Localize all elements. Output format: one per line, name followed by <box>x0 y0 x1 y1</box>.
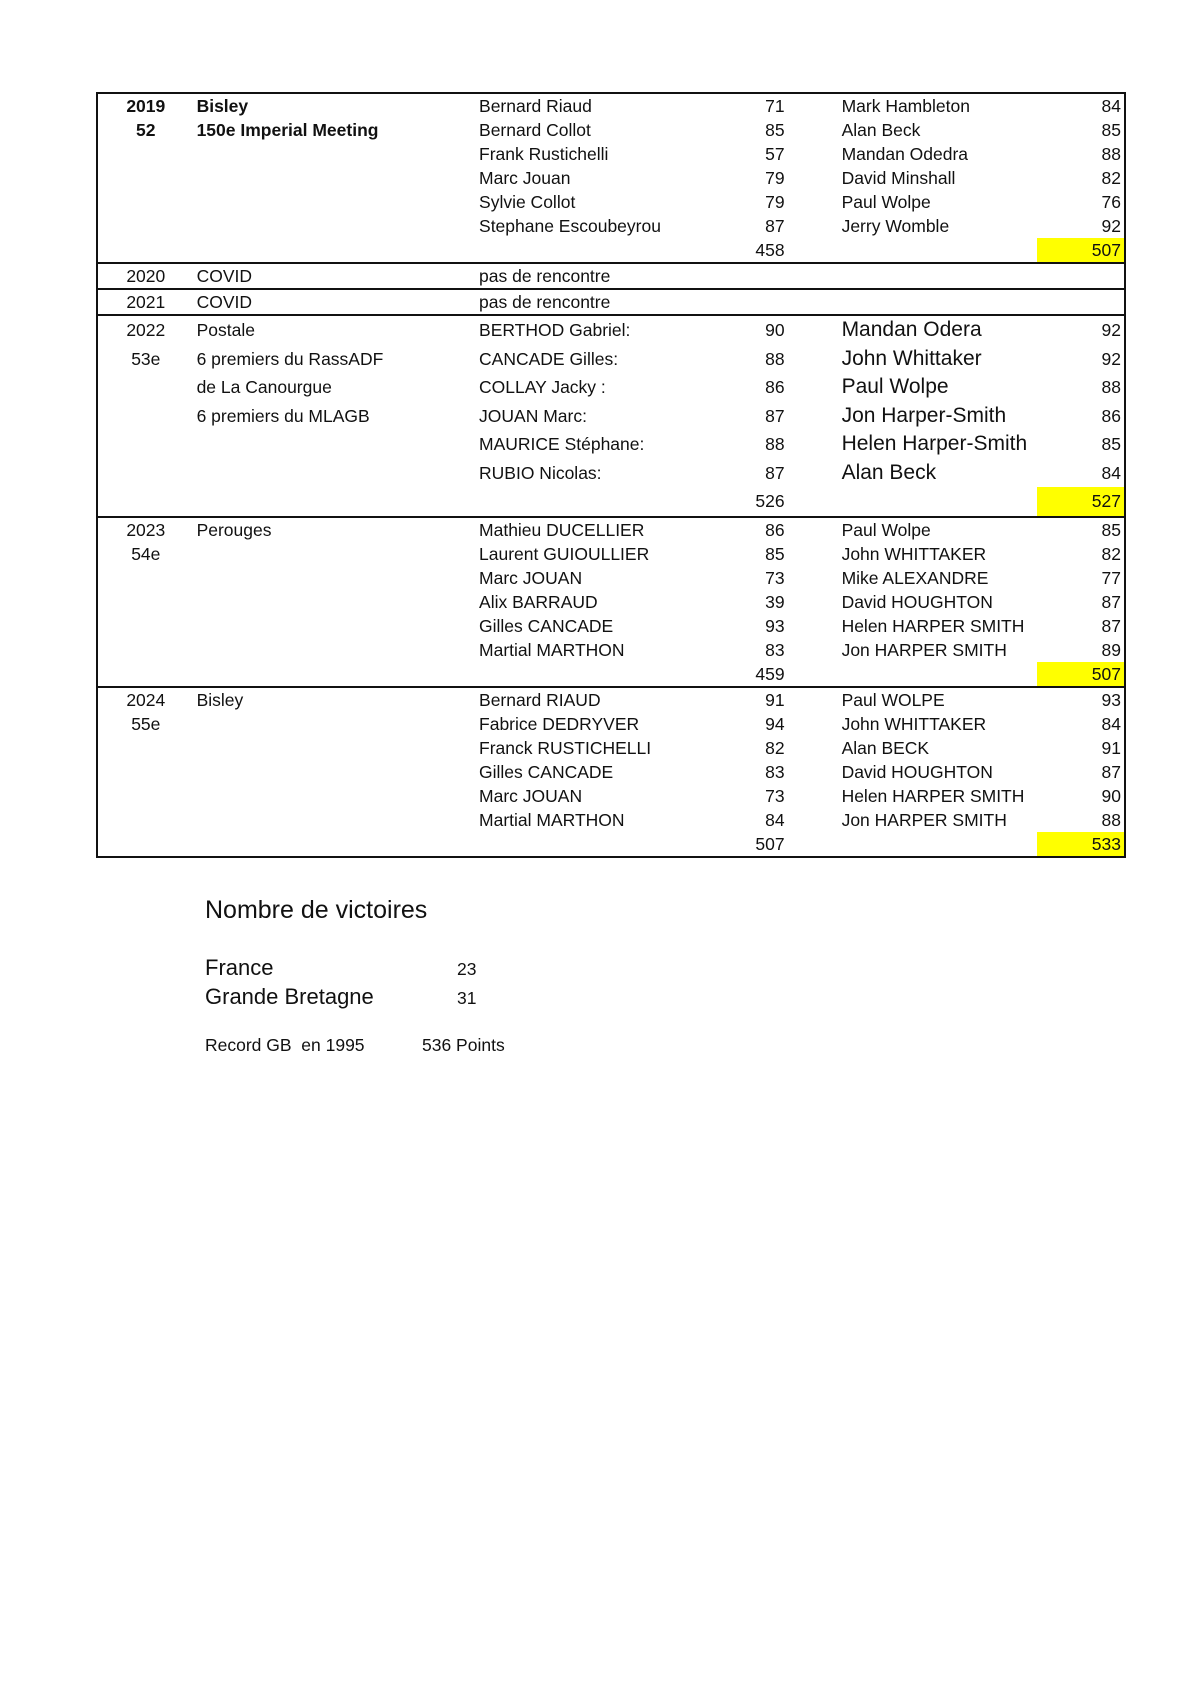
team-total-row <box>97 487 1125 517</box>
year-cell <box>97 832 194 857</box>
gb-team-total: 533 <box>1037 832 1125 857</box>
table-row <box>97 760 1125 784</box>
france-shooter-score: 87 <box>765 216 785 236</box>
year-cell: 52 <box>136 120 156 140</box>
table-row <box>97 214 1125 238</box>
france-shooter-score <box>741 289 788 315</box>
gb-shooter-score: 87 <box>1101 591 1121 612</box>
france-shooter-name <box>476 662 741 687</box>
gb-shooter-score: 84 <box>1101 713 1121 734</box>
record-line <box>205 1035 505 1056</box>
france-shooter-name: pas de rencontre <box>479 292 611 312</box>
gb-shooter-score: 88 <box>1101 377 1121 397</box>
gb-shooter-name: Paul Wolpe <box>841 375 949 398</box>
table-row <box>97 93 1125 118</box>
gb-shooter-name <box>788 662 1037 687</box>
table-row <box>97 566 1125 590</box>
table-row <box>97 142 1125 166</box>
event-cell <box>194 590 476 614</box>
table-row <box>97 190 1125 214</box>
victories-france-row <box>205 955 476 981</box>
event-cell <box>194 662 476 687</box>
gb-shooter-score <box>1037 263 1125 289</box>
event-cell <box>194 166 476 190</box>
gb-shooter-name: David Minshall <box>841 168 956 188</box>
year-cell <box>97 142 194 166</box>
france-shooter-name: COLLAY Jacky : <box>479 377 606 397</box>
france-shooter-name: Martial MARTHON <box>479 809 625 830</box>
table-row <box>97 430 1125 459</box>
year-cell: 55e <box>131 713 161 734</box>
year-cell: 2019 <box>126 96 166 116</box>
france-shooter-score: 84 <box>765 809 785 830</box>
gb-team-total: 527 <box>1037 487 1125 517</box>
france-shooter-score: 73 <box>765 567 785 588</box>
france-shooter-name: pas de rencontre <box>479 266 611 286</box>
france-shooter-score: 39 <box>765 591 785 612</box>
gb-shooter-name: Alan Beck <box>841 460 937 484</box>
gb-shooter-score: 84 <box>1101 96 1121 116</box>
table-row <box>97 638 1125 662</box>
gb-shooter-name: Paul Wolpe <box>841 192 931 212</box>
year-cell: 54e <box>131 543 161 564</box>
gb-shooter-name: John Whittaker <box>841 346 982 370</box>
gb-shooter-name: Helen HARPER SMITH <box>841 615 1025 636</box>
france-shooter-name: JOUAN Marc: <box>479 405 587 426</box>
france-team-total: 526 <box>755 491 785 511</box>
france-team-total: 507 <box>755 833 785 854</box>
event-cell <box>194 238 476 263</box>
gb-shooter-name: John WHITTAKER <box>841 713 987 734</box>
france-shooter-name: Frank Rustichelli <box>479 144 609 164</box>
france-shooter-name: RUBIO Nicolas: <box>479 462 602 483</box>
year-cell: 53e <box>131 348 161 369</box>
victories-france-label: France <box>205 955 274 980</box>
table-row <box>97 590 1125 614</box>
event-cell <box>194 832 476 857</box>
table-row <box>97 118 1125 142</box>
france-shooter-score: 71 <box>765 96 785 116</box>
france-shooter-name: Franck RUSTICHELLI <box>479 737 652 758</box>
table-row <box>97 712 1125 736</box>
table-row <box>97 166 1125 190</box>
france-shooter-score: 83 <box>765 639 785 660</box>
event-cell <box>194 430 476 459</box>
france-shooter-score: 91 <box>765 689 785 710</box>
table-row <box>97 289 1125 315</box>
gb-shooter-score: 84 <box>1101 462 1121 483</box>
gb-shooter-name: Paul Wolpe <box>841 519 931 540</box>
gb-shooter-score: 90 <box>1101 785 1121 806</box>
match-block <box>97 93 1125 263</box>
gb-shooter-name: Helen HARPER SMITH <box>841 785 1025 806</box>
france-shooter-name: Marc Jouan <box>479 168 571 188</box>
table-row <box>97 784 1125 808</box>
gb-shooter-name: David HOUGHTON <box>841 591 993 612</box>
gb-shooter-score: 85 <box>1101 519 1121 540</box>
table-row <box>97 345 1125 374</box>
gb-shooter-name: Alan Beck <box>841 120 921 140</box>
match-block <box>97 517 1125 687</box>
france-shooter-name: Gilles CANCADE <box>479 615 614 636</box>
year-cell <box>97 566 194 590</box>
france-shooter-name: Alix BARRAUD <box>479 591 598 612</box>
event-cell <box>194 487 476 517</box>
year-cell <box>97 784 194 808</box>
gb-shooter-name: Mandan Odera <box>841 318 982 341</box>
event-cell <box>194 736 476 760</box>
france-shooter-score: 86 <box>765 377 785 397</box>
france-shooter-name <box>476 832 741 857</box>
gb-team-total: 507 <box>1037 662 1125 687</box>
event-cell <box>194 808 476 832</box>
france-shooter-score: 82 <box>765 737 785 758</box>
gb-shooter-name <box>788 832 1037 857</box>
event-cell <box>194 638 476 662</box>
france-shooter-name: Bernard Riaud <box>479 96 592 116</box>
france-shooter-name: Bernard Collot <box>479 120 591 140</box>
france-shooter-name: MAURICE Stéphane: <box>479 434 645 454</box>
gb-shooter-score <box>1037 289 1125 315</box>
gb-shooter-name: Jon HARPER SMITH <box>841 639 1007 660</box>
gb-shooter-score: 93 <box>1101 689 1121 710</box>
france-shooter-name: Stephane Escoubeyrou <box>479 216 661 236</box>
event-cell <box>194 542 476 566</box>
france-shooter-score: 86 <box>765 519 785 540</box>
team-total-row <box>97 832 1125 857</box>
team-total-row <box>97 238 1125 263</box>
gb-shooter-name: Mandan Odedra <box>841 144 969 164</box>
gb-shooter-score: 77 <box>1101 567 1121 588</box>
france-shooter-score: 94 <box>765 713 785 734</box>
event-cell <box>194 784 476 808</box>
year-cell <box>97 487 194 517</box>
france-shooter-name: Gilles CANCADE <box>479 761 614 782</box>
year-cell <box>97 238 194 263</box>
table-row <box>97 315 1125 345</box>
france-shooter-name: Marc JOUAN <box>479 567 583 588</box>
france-shooter-name <box>476 487 741 517</box>
france-shooter-score: 85 <box>765 120 785 140</box>
victories-title: Nombre de victoires <box>205 896 428 924</box>
gb-shooter-name: Jon Harper-Smith <box>841 403 1007 427</box>
event-cell <box>194 190 476 214</box>
match-block <box>97 687 1125 857</box>
victories-gb-count: 31 <box>457 988 477 1008</box>
event-cell <box>194 614 476 638</box>
match-block <box>97 263 1125 289</box>
event-cell <box>194 142 476 166</box>
gb-shooter-score: 85 <box>1101 434 1121 454</box>
gb-shooter-name: Alan BECK <box>841 737 930 758</box>
gb-team-total: 507 <box>1037 238 1125 263</box>
gb-shooter-name <box>788 289 1037 315</box>
france-shooter-name: Martial MARTHON <box>479 639 625 660</box>
year-cell <box>97 736 194 760</box>
gb-shooter-score: 91 <box>1101 737 1121 758</box>
gb-shooter-score: 89 <box>1101 639 1121 660</box>
gb-shooter-name: Jerry Womble <box>841 216 950 236</box>
year-cell: 2023 <box>126 519 166 540</box>
year-cell <box>97 614 194 638</box>
event-cell: 150e Imperial Meeting <box>196 120 379 140</box>
gb-shooter-score: 85 <box>1101 120 1121 140</box>
event-cell: 6 premiers du MLAGB <box>196 405 370 426</box>
table-row <box>97 517 1125 542</box>
gb-shooter-name: Paul WOLPE <box>841 689 945 710</box>
france-shooter-score: 93 <box>765 615 785 636</box>
gb-shooter-score: 82 <box>1101 168 1121 188</box>
gb-shooter-score: 86 <box>1101 405 1121 426</box>
gb-shooter-score: 88 <box>1101 144 1121 164</box>
table-row <box>97 736 1125 760</box>
gb-shooter-name <box>788 238 1037 263</box>
year-cell: 2024 <box>126 689 166 710</box>
france-shooter-name <box>476 238 741 263</box>
event-cell: Bisley <box>196 96 249 116</box>
year-cell <box>97 590 194 614</box>
event-cell: COVID <box>196 292 253 312</box>
year-cell: 2020 <box>126 266 166 286</box>
event-cell: Bisley <box>196 689 244 710</box>
year-cell: 2022 <box>126 320 166 340</box>
victories-gb-row <box>205 984 476 1010</box>
france-shooter-name: Laurent GUIOULLIER <box>479 543 650 564</box>
france-team-total: 458 <box>755 240 785 260</box>
france-shooter-name: BERTHOD Gabriel: <box>479 320 631 340</box>
gb-shooter-name: John WHITTAKER <box>841 543 987 564</box>
year-cell <box>97 214 194 238</box>
event-cell: Postale <box>196 320 255 340</box>
event-cell: de La Canourgue <box>196 377 332 397</box>
france-shooter-score: 73 <box>765 785 785 806</box>
table-row <box>97 542 1125 566</box>
event-cell <box>194 712 476 736</box>
table-row <box>97 808 1125 832</box>
year-cell <box>97 190 194 214</box>
france-shooter-score <box>741 263 788 289</box>
match-block <box>97 289 1125 315</box>
table-row <box>97 402 1125 431</box>
france-shooter-score: 88 <box>765 434 785 454</box>
france-shooter-score: 90 <box>765 320 785 340</box>
france-shooter-name: CANCADE Gilles: <box>479 348 619 369</box>
year-cell <box>97 402 194 431</box>
gb-shooter-name: David HOUGHTON <box>841 761 993 782</box>
france-shooter-score: 87 <box>765 405 785 426</box>
year-cell <box>97 638 194 662</box>
table-row <box>97 373 1125 402</box>
gb-shooter-score: 92 <box>1101 348 1121 369</box>
record-value: 536 Points <box>422 1035 505 1055</box>
gb-shooter-score: 87 <box>1101 761 1121 782</box>
event-cell <box>194 214 476 238</box>
victories-france-count: 23 <box>457 959 477 979</box>
year-cell <box>97 166 194 190</box>
gb-shooter-name <box>788 487 1037 517</box>
event-cell: 6 premiers du RassADF <box>196 348 384 369</box>
france-shooter-name: Sylvie Collot <box>479 192 576 212</box>
gb-shooter-name: Mark Hambleton <box>841 96 970 116</box>
france-shooter-name: Mathieu DUCELLIER <box>479 519 645 540</box>
gb-shooter-score: 88 <box>1101 809 1121 830</box>
table-row <box>97 614 1125 638</box>
year-cell <box>97 662 194 687</box>
france-shooter-name: Bernard RIAUD <box>479 689 601 710</box>
gb-shooter-score: 92 <box>1101 320 1121 340</box>
france-shooter-name: Fabrice DEDRYVER <box>479 713 640 734</box>
year-cell <box>97 808 194 832</box>
france-team-total: 459 <box>755 663 785 684</box>
year-cell <box>97 760 194 784</box>
event-cell <box>194 566 476 590</box>
event-cell: COVID <box>196 266 253 286</box>
france-shooter-score: 79 <box>765 192 785 212</box>
victories-gb-label: Grande Bretagne <box>205 984 374 1009</box>
year-cell <box>97 373 194 402</box>
event-cell <box>194 459 476 488</box>
gb-shooter-score: 76 <box>1101 192 1121 212</box>
france-shooter-score: 87 <box>765 462 785 483</box>
gb-shooter-score: 82 <box>1101 543 1121 564</box>
table-row <box>97 263 1125 289</box>
france-shooter-score: 88 <box>765 348 785 369</box>
gb-shooter-name: Helen Harper-Smith <box>841 432 1028 455</box>
table-row <box>97 687 1125 712</box>
match-block <box>97 315 1125 517</box>
year-cell <box>97 430 194 459</box>
results-table <box>96 92 1126 858</box>
event-cell: Perouges <box>196 519 272 540</box>
france-shooter-score: 83 <box>765 761 785 782</box>
team-total-row <box>97 662 1125 687</box>
year-cell: 2021 <box>126 292 166 312</box>
record-label: Record GB en 1995 <box>205 1035 365 1055</box>
france-shooter-score: 85 <box>765 543 785 564</box>
france-shooter-score: 57 <box>765 144 785 164</box>
year-cell <box>97 459 194 488</box>
event-cell <box>194 760 476 784</box>
gb-shooter-name: Mike ALEXANDRE <box>841 567 989 588</box>
france-shooter-score: 79 <box>765 168 785 188</box>
gb-shooter-score: 87 <box>1101 615 1121 636</box>
france-shooter-name: Marc JOUAN <box>479 785 583 806</box>
gb-shooter-name <box>788 263 1037 289</box>
gb-shooter-score: 92 <box>1101 216 1121 236</box>
table-row <box>97 459 1125 488</box>
gb-shooter-name: Jon HARPER SMITH <box>841 809 1007 830</box>
